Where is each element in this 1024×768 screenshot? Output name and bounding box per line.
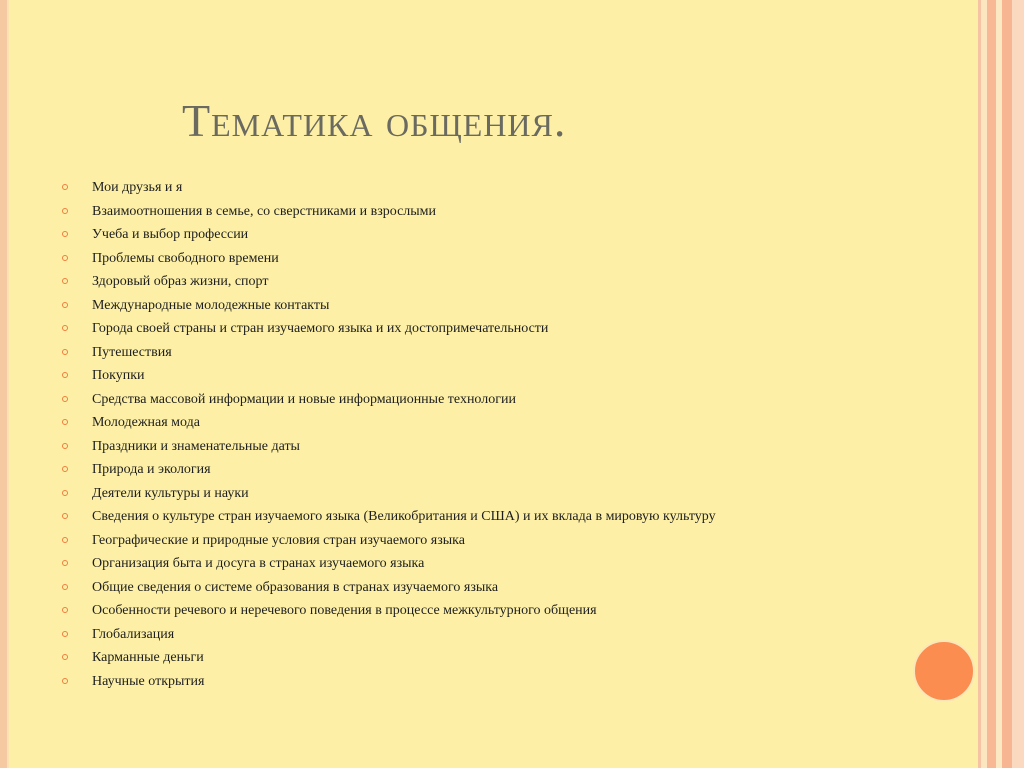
list-item-text: Мои друзья и я [92,180,183,195]
stripe [987,0,996,768]
list-item [60,603,860,619]
ring-bullet-icon [62,490,68,496]
list-item [60,204,860,220]
list-item [60,251,860,267]
ring-bullet-icon [62,443,68,449]
list-item [60,627,860,643]
list-item-text: Взаимоотношения в семье, со сверстниками и взрослыми [92,203,437,219]
list-item-text: Молодежная мода [92,415,200,430]
list-item-text: Покупки [92,368,145,383]
list-item [60,345,860,361]
list-item [60,415,860,431]
list-item-text: Проблемы свободного времени [92,250,279,266]
ring-bullet-icon [62,278,68,284]
list-item-text: Международные молодежные контакты [92,297,330,313]
ring-bullet-icon [62,372,68,378]
list-item-text: Деятели культуры и науки [92,485,249,501]
list-item [60,321,860,337]
ring-bullet-icon [62,607,68,613]
left-edge-inner-border [7,0,9,768]
ring-bullet-icon [62,466,68,472]
list-item [60,650,860,666]
list-item-text: Географические и природные условия стран изучаемого языка [92,532,465,548]
list-item [60,180,860,196]
list-item [60,486,860,502]
ring-bullet-icon [62,678,68,684]
list-item-text: Организация быта и досуга в странах изучаемого языка [92,556,425,571]
list-item [60,227,860,243]
list-item-text: Учеба и выбор профессии [92,227,249,242]
list-item [60,462,860,478]
list-item-text: Общие сведения о системе образования в странах изучаемого языка [92,579,499,595]
list-item [60,298,860,314]
ring-bullet-icon [62,537,68,543]
list-item-text: Средства массовой информации и новые информационные технологии [92,391,516,407]
orange-circle-icon [913,640,975,702]
stripe [1002,0,1012,768]
list-item-text: Особенности речевого и неречевого поведения в процессе межкультурного общения [92,603,597,618]
list-item-text: Сведения о культуре стран изучаемого языка (Великобритания и США) и их вклада в мировую культуру [92,509,716,524]
list-item [60,556,860,572]
ring-bullet-icon [62,584,68,590]
list-item-text: Карманные деньги [92,650,204,665]
list-item-text: Природа и экология [92,462,211,477]
list-item-text: Здоровый образ жизни, спорт [92,274,269,289]
left-edge-border [0,0,7,768]
ring-bullet-icon [62,419,68,425]
ring-bullet-icon [62,231,68,237]
ring-bullet-icon [62,208,68,214]
ring-bullet-icon [62,513,68,519]
ring-bullet-icon [62,396,68,402]
list-item [60,580,860,596]
ring-bullet-icon [62,302,68,308]
right-decorative-stripes [978,0,1024,768]
slide-title: Тематика общения. [182,95,567,146]
list-item-text: Глобализация [92,626,175,642]
ring-bullet-icon [62,654,68,660]
ring-bullet-icon [62,349,68,355]
list-item [60,368,860,384]
list-item [60,533,860,549]
list-item-text: Путешествия [92,344,172,360]
list-item [60,439,860,455]
list-item [60,674,860,690]
list-item [60,392,860,408]
topic-list [60,180,860,697]
ring-bullet-icon [62,255,68,261]
stripe [1012,0,1024,768]
ring-bullet-icon [62,560,68,566]
list-item [60,274,860,290]
list-item-text: Города своей страны и стран изучаемого языка и их достопримечательности [92,321,549,336]
list-item-text: Научные открытия [92,673,205,689]
ring-bullet-icon [62,184,68,190]
ring-bullet-icon [62,325,68,331]
list-item-text: Праздники и знаменательные даты [92,438,300,454]
ring-bullet-icon [62,631,68,637]
list-item [60,509,860,525]
